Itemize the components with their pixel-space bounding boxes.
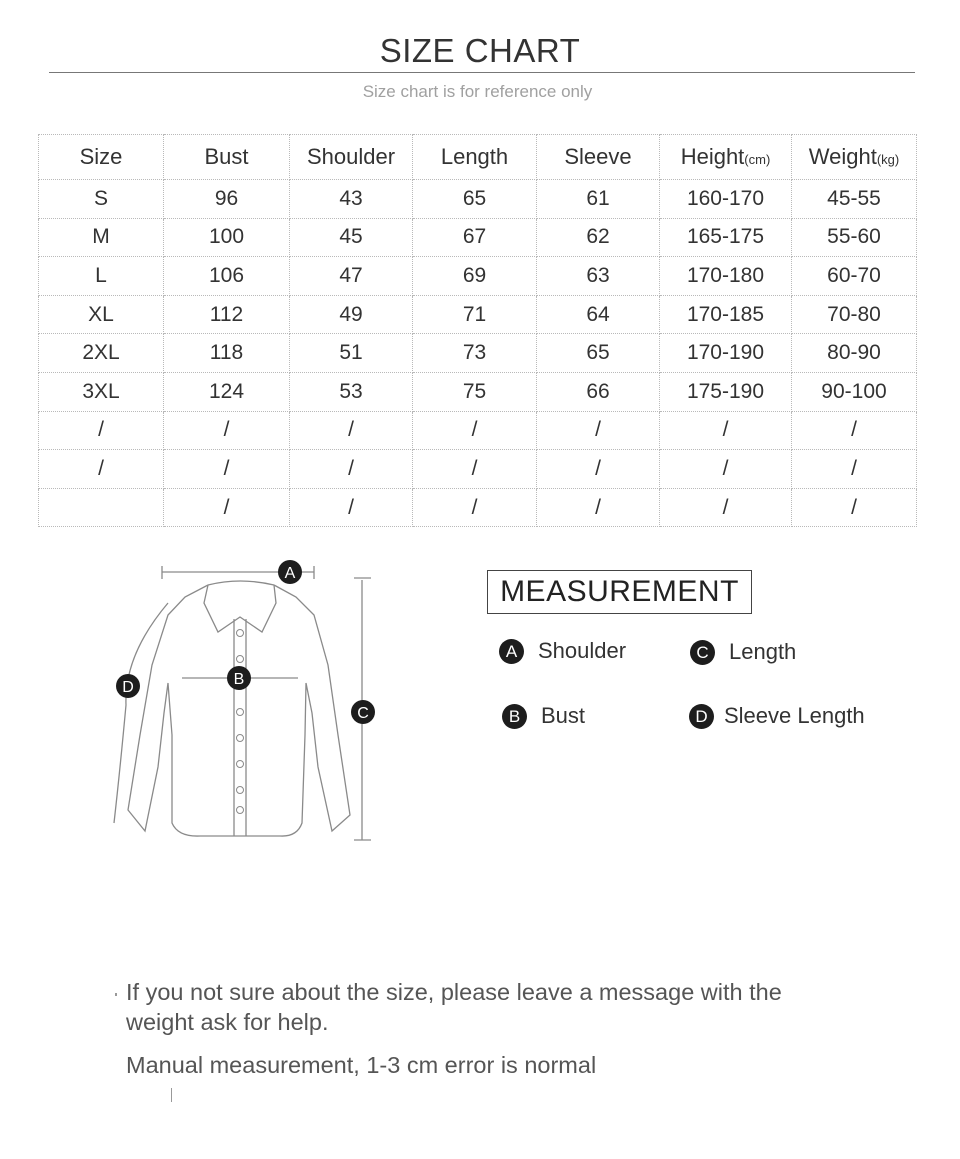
table-cell: 112: [164, 295, 290, 334]
legend-badge-d: D: [689, 704, 714, 729]
title-divider: [49, 72, 915, 73]
svg-text:B: B: [233, 671, 245, 688]
table-row: [39, 257, 917, 296]
table-cell: /: [792, 411, 917, 450]
table-cell: L: [39, 257, 164, 296]
table-cell: 61: [537, 180, 660, 219]
table-row: [39, 488, 917, 527]
table-cell: 62: [537, 218, 660, 257]
table-cell: 118: [164, 334, 290, 373]
table-cell: 55-60: [792, 218, 917, 257]
page-subtitle: Size chart is for reference only: [362, 82, 593, 101]
table-cell: 45: [290, 218, 413, 257]
note-size-help-line2: weight ask for help.: [126, 1009, 329, 1035]
table-cell: /: [660, 411, 792, 450]
marker-a: [278, 560, 302, 584]
page-title: SIZE CHART: [379, 32, 581, 69]
table-body: [39, 180, 917, 527]
table-cell: /: [660, 488, 792, 527]
table-cell: 2XL: [39, 334, 164, 373]
shirt-diagram: [100, 555, 400, 855]
table-cell: 3XL: [39, 372, 164, 411]
column-header-bust: Bust: [164, 135, 290, 180]
legend-label-length: Length: [729, 639, 797, 664]
table-cell: 53: [290, 372, 413, 411]
table-cell: 165-175: [660, 218, 792, 257]
table-cell: /: [290, 488, 413, 527]
column-header-sleeve: Sleeve: [537, 135, 660, 180]
table-cell: 96: [164, 180, 290, 219]
legend-item-shoulder: [499, 638, 626, 664]
table-cell: 67: [413, 218, 537, 257]
table-cell: M: [39, 218, 164, 257]
legend-item-sleeve-length: [689, 703, 865, 729]
table-cell: S: [39, 180, 164, 219]
legend-label-sleeve-length: Sleeve Length: [724, 703, 865, 728]
table-cell: /: [537, 411, 660, 450]
table-cell: /: [413, 450, 537, 489]
column-header-height: Height(cm): [660, 135, 792, 180]
table-cell: 47: [290, 257, 413, 296]
table-row: [39, 180, 917, 219]
table-cell: 45-55: [792, 180, 917, 219]
table-cell: 170-180: [660, 257, 792, 296]
table-cell: 64: [537, 295, 660, 334]
stray-dot: [115, 993, 117, 996]
table-cell: 66: [537, 372, 660, 411]
table-cell: 63: [537, 257, 660, 296]
table-cell: /: [290, 411, 413, 450]
table-cell: 70-80: [792, 295, 917, 334]
marker-c: [351, 700, 375, 724]
table-cell: 160-170: [660, 180, 792, 219]
stray-tick: [171, 1088, 172, 1102]
legend-label-bust: Bust: [541, 703, 586, 728]
marker-d: [116, 674, 140, 698]
table-cell: 69: [413, 257, 537, 296]
table-cell: /: [537, 488, 660, 527]
table-cell: 60-70: [792, 257, 917, 296]
table-cell: /: [39, 411, 164, 450]
note-size-help-line1: If you not sure about the size, please leave a message with the: [126, 979, 782, 1005]
table-cell: /: [164, 488, 290, 527]
legend-item-length: [690, 639, 796, 665]
svg-text:A: A: [284, 565, 296, 582]
table-row: [39, 218, 917, 257]
legend-badge-a: A: [499, 639, 524, 664]
table-cell: [39, 488, 164, 527]
column-header-length: Length: [413, 135, 537, 180]
note-measurement-error: Manual measurement, 1-3 cm error is normal: [126, 1052, 597, 1078]
table-row: [39, 372, 917, 411]
table-header-row: [39, 135, 917, 180]
legend-label-shoulder: Shoulder: [538, 638, 627, 663]
legend-badge-c: C: [690, 640, 715, 665]
table-cell: 100: [164, 218, 290, 257]
table-cell: 51: [290, 334, 413, 373]
table-cell: 170-185: [660, 295, 792, 334]
table-cell: /: [164, 450, 290, 489]
table-cell: 124: [164, 372, 290, 411]
table-cell: /: [290, 450, 413, 489]
table-cell: 43: [290, 180, 413, 219]
table-cell: 71: [413, 295, 537, 334]
table-cell: /: [792, 450, 917, 489]
svg-text:C: C: [357, 705, 369, 722]
table-row: [39, 334, 917, 373]
table-cell: 90-100: [792, 372, 917, 411]
table-cell: /: [660, 450, 792, 489]
table-cell: 175-190: [660, 372, 792, 411]
column-header-weight: Weight(kg): [792, 135, 917, 180]
table-cell: /: [39, 450, 164, 489]
table-cell: /: [413, 488, 537, 527]
column-header-shoulder: Shoulder: [290, 135, 413, 180]
marker-b: [227, 666, 251, 690]
table-cell: /: [792, 488, 917, 527]
table-cell: 73: [413, 334, 537, 373]
legend-item-bust: [502, 703, 585, 729]
table-cell: /: [413, 411, 537, 450]
table-cell: 49: [290, 295, 413, 334]
column-header-size: Size: [39, 135, 164, 180]
table-row: [39, 295, 917, 334]
table-cell: /: [164, 411, 290, 450]
svg-text:D: D: [122, 679, 134, 696]
table-row: [39, 450, 917, 489]
weight-unit: (kg): [876, 152, 900, 167]
table-cell: XL: [39, 295, 164, 334]
table-cell: 170-190: [660, 334, 792, 373]
measurement-heading: MEASUREMENT: [487, 570, 752, 614]
table-cell: 65: [413, 180, 537, 219]
table-cell: 80-90: [792, 334, 917, 373]
table-cell: 65: [537, 334, 660, 373]
table-row: [39, 411, 917, 450]
table-cell: 106: [164, 257, 290, 296]
table-cell: /: [537, 450, 660, 489]
size-chart-table: [38, 134, 917, 527]
table-cell: 75: [413, 372, 537, 411]
legend-badge-b: B: [502, 704, 527, 729]
height-unit: (cm): [744, 152, 771, 167]
